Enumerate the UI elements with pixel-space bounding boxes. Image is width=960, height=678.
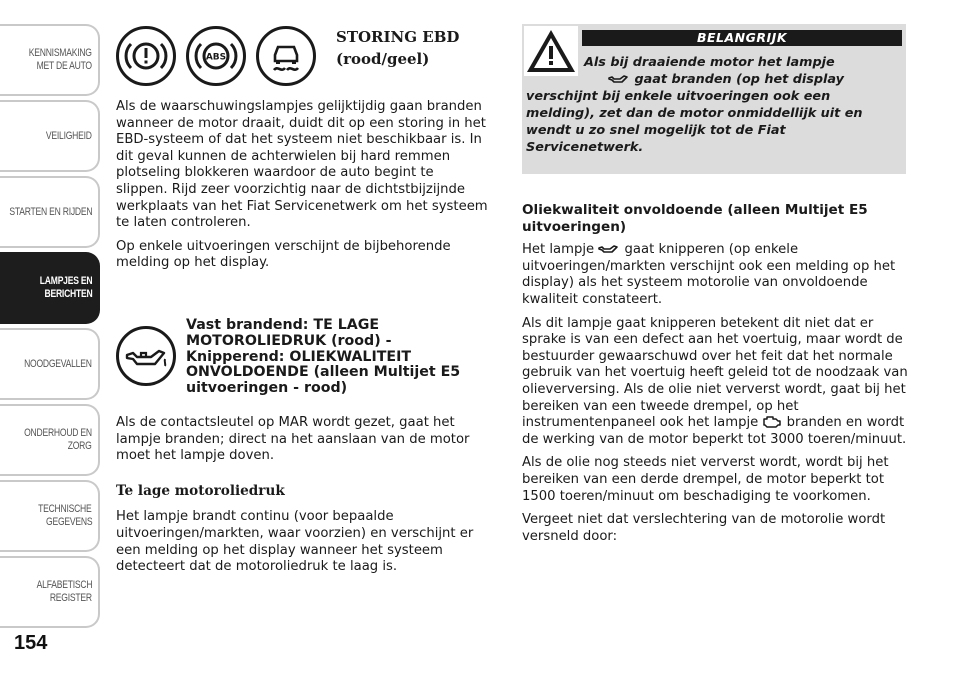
- tab-onderhoud-en-zorg[interactable]: ONDERHOUD EN ZORG: [0, 404, 100, 476]
- oil-can-icon: [598, 243, 620, 255]
- oil-quality-paragraph-3: Als de olie nog steeds niet ververst wordt, wordt bij het bereiken van een derde drempel, de motor beperkt tot 1500 toeren/minuut om beschadiging te voorkomen.: [522, 455, 889, 504]
- tab-veiligheid[interactable]: VEILIGHEID: [0, 100, 100, 172]
- page-number: 154: [14, 632, 48, 654]
- oil-quality-paragraph-4: Vergeet niet dat verslechtering van de motorolie wordt versneld door:: [522, 512, 886, 544]
- abs-icon: [186, 26, 246, 86]
- tab-kennismaking[interactable]: KENNISMAKING MET DE AUTO: [0, 24, 100, 96]
- important-banner: BELANGRIJK: [582, 30, 902, 46]
- tab-lampjes-en-berichten[interactable]: LAMPJES EN BERICHTEN: [0, 252, 100, 324]
- tab-starten-en-rijden[interactable]: STARTEN EN RIJDEN: [0, 176, 100, 248]
- low-pressure-heading: Te lage motoroliedruk: [116, 482, 285, 499]
- important-text: Als bij draaiende motor het lampje gaat branden (op het display verschijnt bij enkele uitvoeringen ook een melding), zet dan de motor onmiddellijk uit en wendt u zo snel mogelijk tot de Fiat Servicenetwerk.: [526, 54, 896, 156]
- oil-quality-paragraph-2: Als dit lampje gaat knipperen betekent dit niet dat er sprake is van een defect aan het voertuig, maar wordt de bestuurder gewaarschuwd over het feit dat het normale gebruik van het voertuig heeft geleid tot de noodzaak van olieverversing. Als de olie niet ververst wordt, gaat bij het bereiken van een tweede drempel, op het instrumentenpaneel ook het lampje branden en wordt de werking van de motor beperkt tot 3000 toeren/minuut.: [522, 315, 908, 447]
- important-second-line: gaat branden (op het display: [526, 71, 896, 88]
- tab-technische-gegevens[interactable]: TECHNISCHE GEGEVENS: [0, 480, 100, 552]
- stability-control-icon: [256, 26, 316, 86]
- important-notice-box: [522, 24, 906, 174]
- tab-noodgevallen[interactable]: NOODGEVALLEN: [0, 328, 100, 400]
- tab-alfabetisch-register[interactable]: ALFABETISCH REGISTER: [0, 556, 100, 628]
- abs-icon-label: ABS: [205, 52, 227, 63]
- ebd-header: [116, 22, 494, 94]
- oil-quality-heading: Oliekwaliteit onvoldoende (alleen Multijet E5 uitvoeringen): [522, 202, 868, 235]
- engine-check-icon: [762, 415, 782, 428]
- ebd-paragraph-1: Als de waarschuwingslampjes gelijktijdig gaan branden wanneer de motor draait, duidt dit op een storing in het EBD-systeem of dat het systeem niet beschikbaar is. In dit geval kunnen de achterwielen bij hard remmen plotseling blokkeren waardoor de auto begint te slippen. Rijd zeer voorzichtig naar de dichtstbijzijnde werkplaats van het Fiat Servicenetwerk om het systeem te laten controleren.: [116, 99, 488, 231]
- low-pressure-paragraph: Het lampje brandt continu (voor bepaalde uitvoeringen/markten, waar voorzien) en verschijnt er een melding op het display wanneer het systeem detecteert dat de motoroliedruk te laag is.: [116, 509, 474, 575]
- oil-pressure-section: [116, 318, 494, 397]
- oil-can-icon: [116, 326, 176, 386]
- oil-title: Vast brandend: TE LAGE MOTOROLIEDRUK (rood) - Knipperend: OLIEKWALITEIT ONVOLDOENDE (alleen Multijet E5 uitvoeringen - rood): [186, 317, 461, 397]
- ebd-title: STORING EBD (rood/geel): [336, 28, 460, 68]
- oil-paragraph: Als de contactsleutel op MAR wordt gezet, gaat het lampje branden; direct na het aanslaan van de motor moet het lampje doven.: [116, 415, 470, 464]
- oil-can-icon: [608, 73, 630, 85]
- chapter-sidebar: [0, 0, 100, 678]
- brake-warning-icon: [116, 26, 176, 86]
- oil-quality-paragraph-1: Het lampje gaat knipperen (op enkele uitvoeringen/markten verschijnt ook een melding op het display) als het systeem motorolie van onvoldoende kwaliteit constateert.: [522, 242, 896, 307]
- ebd-paragraph-2: Op enkele uitvoeringen verschijnt de bijbehorende melding op het display.: [116, 238, 451, 271]
